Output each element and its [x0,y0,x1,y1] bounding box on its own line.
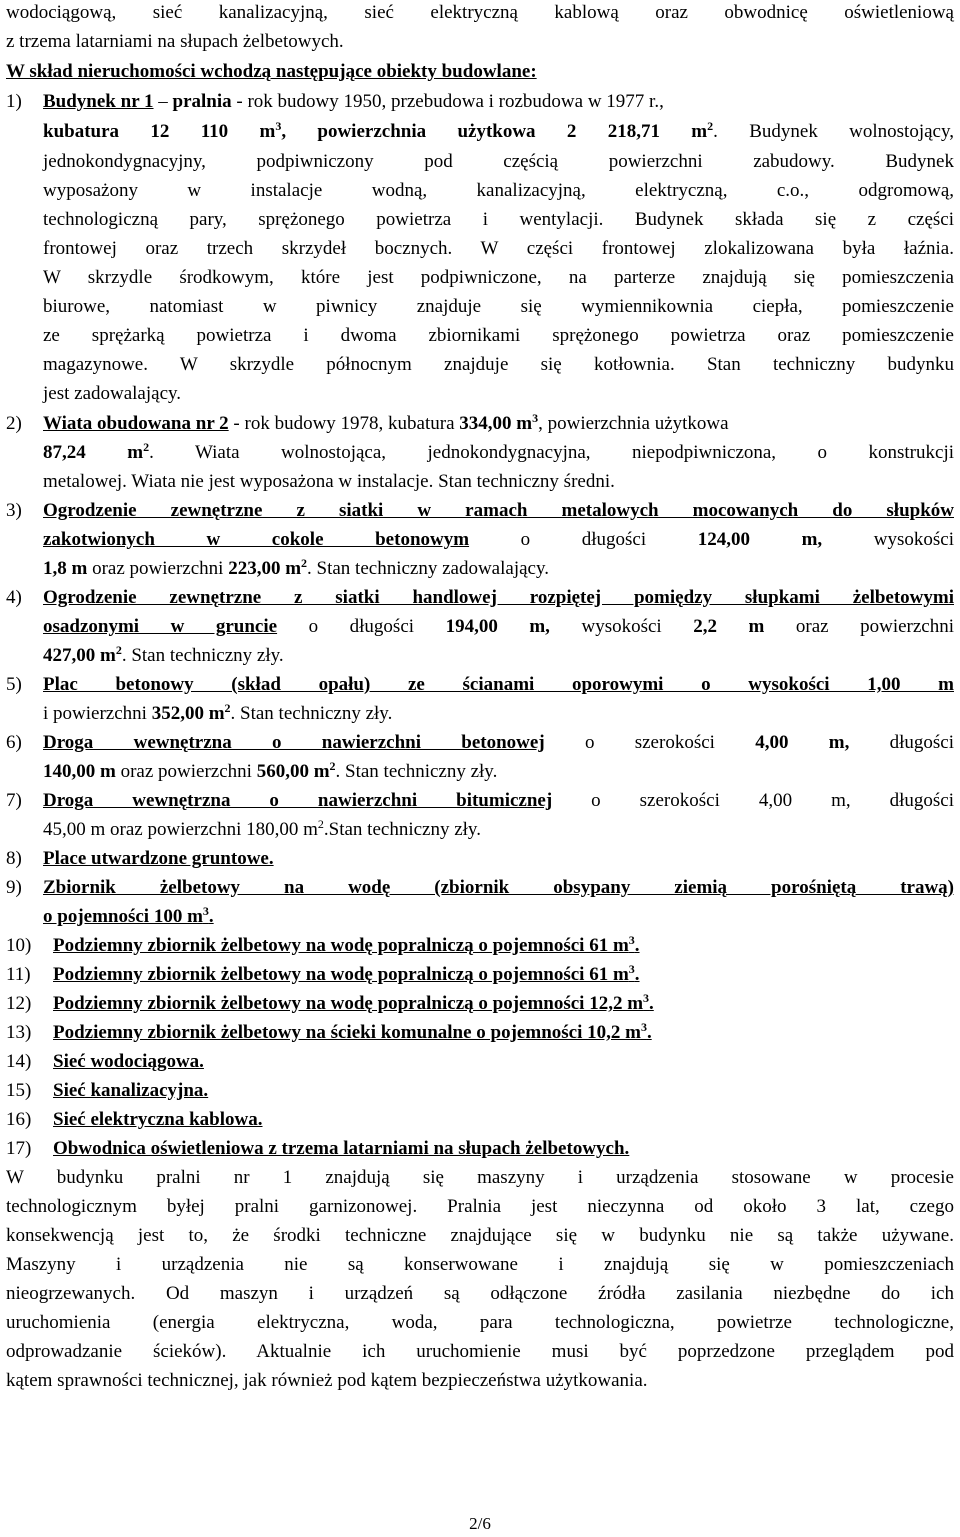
closing-line-1: W budynku pralni nr 1 znajdują się maszyny i urządzenia stosowane w procesie [6,1167,954,1188]
item-17: 17) Obwodnica oświetleniowa z trzema latarniami na słupach żelbetowych. [6,1138,630,1159]
closing-line-3: konsekwencją jest to, że środki techniczne znajdujące się w budynku nie są także używane. [6,1225,954,1246]
item-7-line-2: 45,00 m oraz powierzchni 180,00 $m^2.Stan$ techniczny zły. [43,817,481,840]
item-16: 16) Sieć elektryczna kablowa. [6,1109,263,1130]
item-1-line-3: jednokondygnacyjny, podpiwniczony pod częścią powierzchni zabudowy. Budynek [43,151,954,172]
item-13: 13) Podziemny zbiornik żelbetowy na ścieki komunalne o pojemności 10,2 $m^3$. [6,1020,652,1043]
item-2-line-2: 87,24 $m^2$. Wiata wolnostojąca, jednokondygnacyjna, niepodpiwniczona, o konstrukcji [43,440,955,463]
item-12: 12) Podziemny zbiornik żelbetowy na wodę popralniczą o pojemności 12,2 $m^3$. [6,991,654,1014]
intro-line-2: z trzema latarniami na słupach żelbetowych. [6,31,344,52]
closing-line-2: technologicznym byłej pralni garnizonowej. Pralnia jest nieczynna od około 3 lat, czego [6,1196,954,1217]
intro-line-1: wodociągową, sieć kanalizacyjną, sieć elektryczną kablową oraz obwodnicę oświetleniową [6,2,954,23]
item-9-line-1: 9) Zbiornik żelbetowy na wodę (zbiornik obsypany ziemią porośniętą trawą) [6,877,954,898]
item-6-line-2: 140,00 m oraz powierzchni 560,00 $m^2$. Stan techniczny zły. [43,759,498,782]
item-10: 10) Podziemny zbiornik żelbetowy na wodę popralniczą o pojemności 61 $m^3$. [6,933,640,956]
item-14: 14) Sieć wodociągowa. [6,1051,204,1072]
closing-line-5: nieogrzewanych. Od maszyn i urządzeń są odłączone źródła zasilania niezbędne do ich [6,1283,954,1304]
closing-line-6: uruchomienia (energia elektryczna, woda, para technologiczna, powietrze technologiczne, [6,1312,954,1333]
item-3-line-2: zakotwionych w cokole betonowym o długości 124,00 m, wysokości [43,529,954,550]
item-2-line-3: metalowej. Wiata nie jest wyposażona w instalacje. Stan techniczny średni. [43,471,615,492]
item-7-line-1: 7) Droga wewnętrzna o nawierzchni bitumicznej o szerokości 4,00 m, długości [6,790,954,811]
section-heading: W skład nieruchomości wchodzą następujące obiekty budowlane: [6,61,537,82]
item-3-line-3: 1,8 m oraz powierzchni 223,00 $m^2$. Stan techniczny zadowalający. [43,556,549,579]
closing-line-7: odprowadzanie ścieków). Aktualnie ich uruchomienie musi być poprzedzone przeglądem pod [6,1341,954,1362]
item-2-line-1: 2) Wiata obudowana nr 2 - rok budowy 1978, kubatura 334,00 $m^3$, powierzchnia użytkowa [6,411,729,434]
item-1-line-10: magazynowe. W skrzydle północnym znajduje się kotłownia. Stan techniczny budynku [43,354,954,375]
item-3-line-1: 3) Ogrodzenie zewnętrzne z siatki w ramach metalowych mocowanych do słupków [6,500,954,521]
page-number: 2/6 [469,1514,491,1533]
item-1-line-1: 1) Budynek nr 1 – pralnia - rok budowy 1950, przebudowa i rozbudowa w 1977 r., [6,91,664,112]
item-1-line-7: W skrzydle środkowym, które jest podpiwniczone, na parterze znajdują się pomieszczenia [43,267,954,288]
item-1-line-8: biurowe, natomiast w piwnicy znajduje się wymiennikownia ciepła, pomieszczenie [43,296,954,317]
item-4-line-3: 427,00 $m^2$. Stan techniczny zły. [43,643,284,666]
item-5-line-1: 5) Plac betonowy (skład opału) ze ścianami oporowymi o wysokości 1,00 m [6,674,954,695]
item-4-line-2: osadzonymi w gruncie o długości 194,00 m, wysokości 2,2 m oraz powierzchni [43,616,955,637]
item-1-line-2: kubatura 12 110 $m^3$, powierzchnia użytkowa 2 218,71 $m^2$. Budynek wolnostojący, [43,119,954,142]
document-page [6,0,954,1537]
item-4-line-1: 4) Ogrodzenie zewnętrzne z siatki handlowej rozpiętej pomiędzy słupkami żelbetowymi [6,587,954,608]
item-1-line-4: wyposażony w instalacje wodną, kanalizacyjną, elektryczną, c.o., odgromową, [43,180,954,201]
item-8: 8) Place utwardzone gruntowe. [6,848,274,869]
item-15: 15) Sieć kanalizacyjna. [6,1080,209,1101]
item-1-line-9: ze sprężarką powietrza i dwoma zbiornikami sprężonego powietrza oraz pomieszczenie [43,325,954,346]
item-5-line-2: i powierzchni 352,00 $m^2$. Stan techniczny zły. [43,701,393,724]
item-1-line-5: technologiczną pary, sprężonego powietrza i wentylacji. Budynek składa się z części [43,209,954,230]
closing-line-4: Maszyny i urządzenia nie są konserwowane i znajdują się w pomieszczeniach [6,1254,954,1275]
item-1-line-11: jest zadowalający. [43,383,182,404]
item-6-line-1: 6) Droga wewnętrzna o nawierzchni betonowej o szerokości 4,00 m, długości [6,732,954,753]
closing-line-8: kątem sprawności technicznej, jak również pod kątem bezpieczeństwa użytkowania. [6,1370,648,1391]
item-1-line-6: frontowej oraz trzech skrzydeł bocznych. W części frontowej zlokalizowana była łaźnia. [43,238,954,259]
item-11: 11) Podziemny zbiornik żelbetowy na wodę popralniczą o pojemności 61 $m^3$. [6,962,640,985]
item-9-line-2: o pojemności 100 $m^3$. [43,904,214,927]
